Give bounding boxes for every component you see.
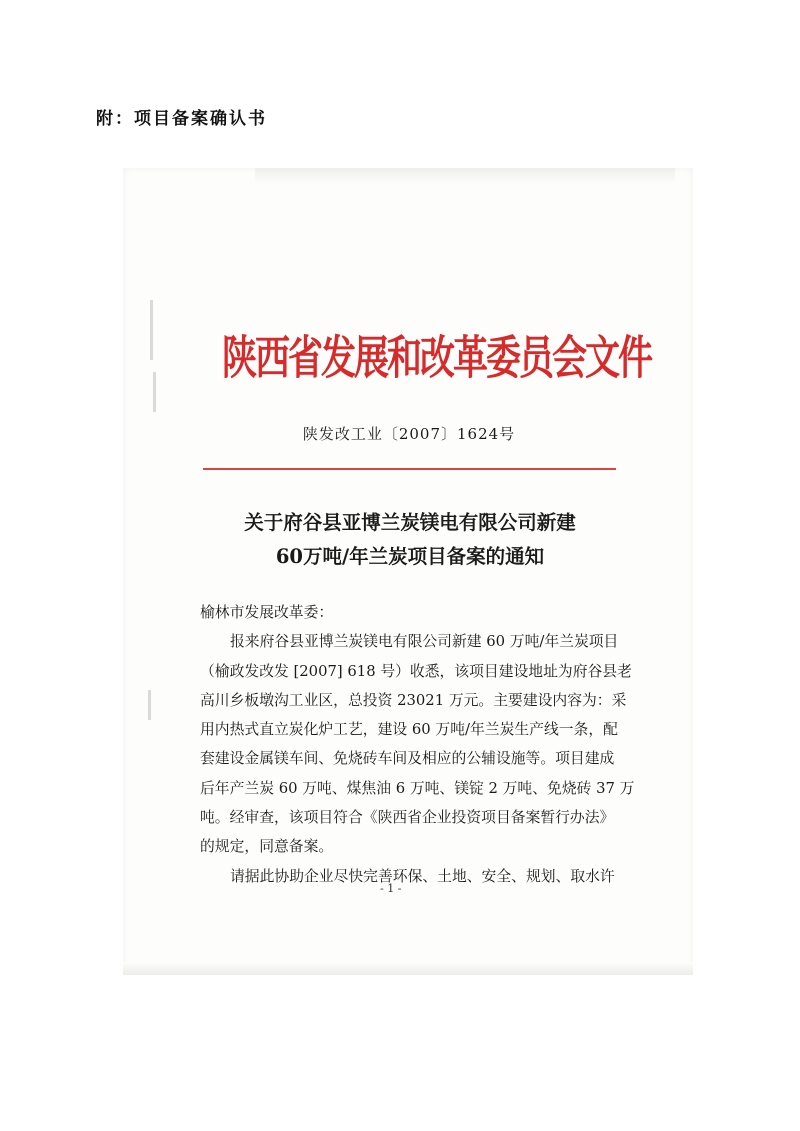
body-line: 套建设金属镁车间、免烧砖车间及相应的公辅设施等。项目建成 [200, 750, 615, 768]
scan-smudge [148, 690, 151, 720]
body-line: 报来府谷县亚博兰炭镁电有限公司新建 60 万吨/年兰炭项目 [230, 633, 619, 651]
addressee: 榆林市发展改革委： [200, 604, 334, 621]
title-line-2: 60万吨/年兰炭项目备案的通知 [275, 545, 545, 568]
scan-shadow-bottom [123, 962, 693, 975]
scan-smudge [150, 300, 153, 360]
body-line: 吨。经审查，该项目符合《陕西省企业投资项目备案暂行办法》 [200, 809, 615, 827]
body-line: 用内热式直立炭化炉工艺，建设 60 万吨/年兰炭生产线一条，配 [200, 721, 618, 739]
body-line: 后年产兰炭 60 万吨、煤焦油 6 万吨、镁锭 2 万吨、免烧砖 37 万 [200, 779, 635, 797]
attachment-caption: 附：项目备案确认书 [96, 109, 267, 129]
page-number: - 1 - [380, 882, 402, 895]
document-number: 陕发改工业〔2007〕1624号 [302, 425, 516, 443]
body-line: 高川乡板墩沟工业区，总投资 23021 万元。主要建设内容为：采 [200, 691, 627, 709]
title-line-1: 关于府谷县亚博兰炭镁电有限公司新建 [244, 511, 576, 534]
notice-title [200, 506, 620, 574]
issuer-header: 陕西省发展和改革委员会文件 [222, 331, 652, 386]
scan-smudge [153, 372, 156, 412]
body-line: （榆政发改发 [2007] 618 号）收悉，该项目建设地址为府谷县老 [200, 662, 632, 680]
red-divider [203, 468, 616, 470]
notice-body [200, 598, 635, 891]
body-line: 的规定，同意备案。 [200, 838, 334, 856]
body-line: 请据此协助企业尽快完善环保、土地、安全、规划、取水许 [230, 867, 615, 885]
scan-shadow-top [255, 168, 675, 184]
